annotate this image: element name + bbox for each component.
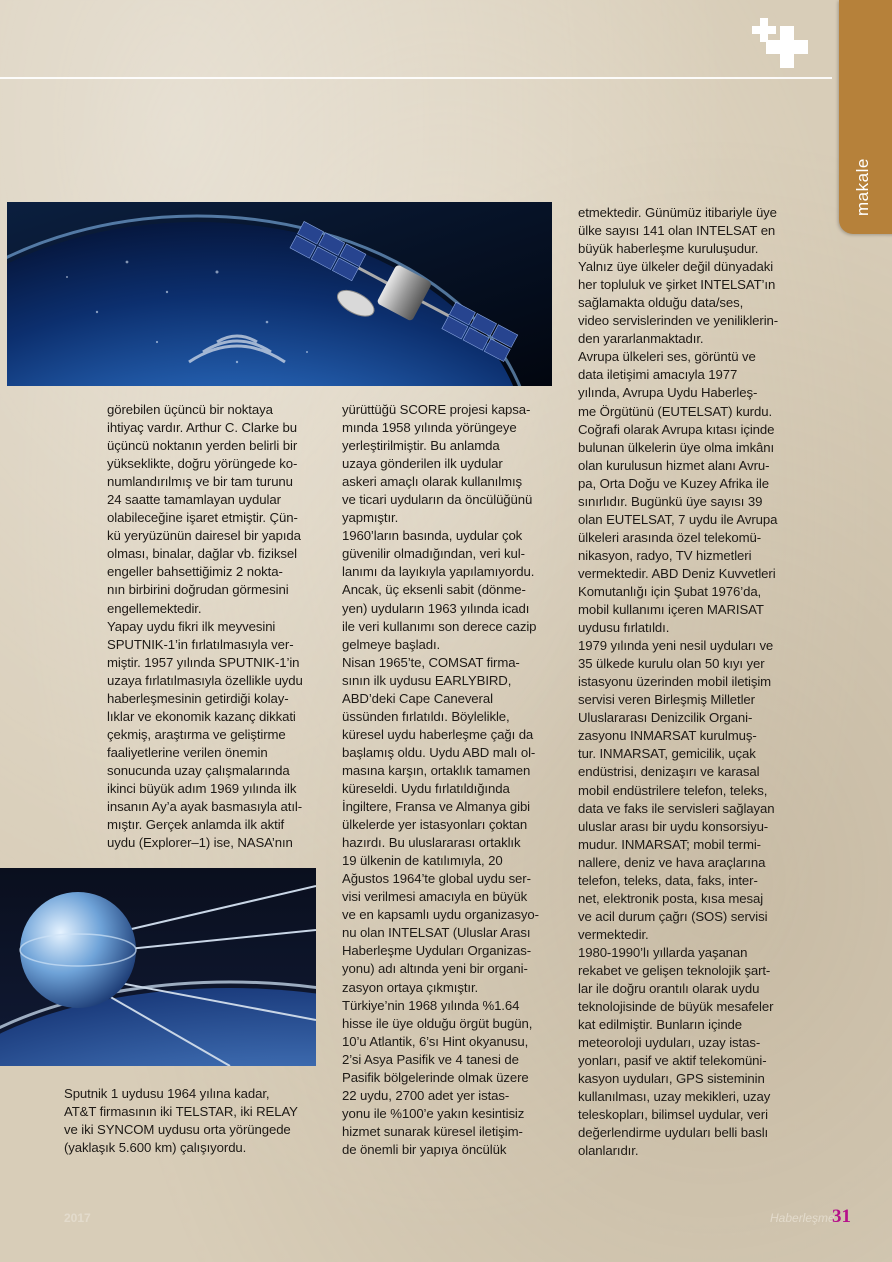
footer-magazine: Haberleşme — [770, 1211, 835, 1225]
double-plus-icon — [752, 18, 814, 70]
header-rule — [0, 77, 832, 79]
section-tab-label: makale — [853, 158, 872, 216]
satellite-over-earth-image — [7, 202, 552, 386]
article-column-1: görebilen üçüncü bir noktaya ihtiyaç vardır. Arthur C. Clarke bu üçüncü noktanın yerden belirli bir yükseklikte, doğru yörüngede ko- numlandırılmış ve bir tam turunu 24 saatte tamamlayan uydular olabileceğine işaret etmiştir. Çün- kü yeryüzünün dairesel bir yapıda olması, binalar, dağlar vb. fiziksel engeller bahsettiğimiz 2 nokta- nın birbirini doğrudan görmesini engellemektedir. Yapay uydu fikri ilk meyvesini SPUTNIK-1’in fırlatılmasıyla ver- miştir. 1957 yılında SPUTNIK-1’in uzaya fırlatılmasıyla özellikle uydu haberleşmesinin getirdiği kolay- lıklar ve ekonomik kazanç dikkati çekmiş, araştırma ve geliştirme faaliyetlerine verilen önemin sonucunda uzay çalışmalarında ikinci büyük adım 1969 yılında ilk insanın Ay’a ayak basmasıyla atıl- mıştır. Gerçek anlamda ilk aktif uydu (Explorer–1) ise, NASA’nın — [107, 402, 303, 851]
article-column-2: yürüttüğü SCORE projesi kapsa- mında 1958 yılında yörüngeye yerleştirilmiştir. Bu anlamda uzaya gönderilen ilk uydular askeri amaçlı olarak kullanılmış ve ticari uyduların da öncülüğünü yapmıştır. 1960’ların basında, uydular çok güvenilir olmadığından, veri kul- lanımı da layıkıyla yapılamıyordu. Ancak, üç eksenli sabit (dönme- yen) uyduların 1963 yılında icadı ile veri kullanımı son derece cazip gelmeye başladı. Nisan 1965’te, COMSAT firma- sının ilk uydusu EARLYBIRD, ABD’deki Cape Caneveral üssünden fırlatıldı. Böylelikle, küresel uydu haberleşme çağı da başlamış oldu. Uydu ABD malı ol- masına karşın, ortaklık tamamen küreseldi. Uydu fırlatıldığında İngiltere, Fransa ve Almanya gibi ülkelerde yer istasyonları çoktan hazırdı. Bu uluslararası ortaklık 19 ülkenin de katılımıyla, 20 Ağustos 1964’te global uydu ser- visi verilmesi amacıyla en büyük ve en kapsamlı uydu organizasyo- nu olan INTELSAT (Uluslar Arası Haberleşme Uyduları Organizas- yonu) adı altında yeni bir organi- zasyon ortaya çıkmıştır. Türkiye’nin 1968 yılında %1.64 hisse ile üye olduğu örgüt bugün, 10’u Atlantik, 6’sı Hint okyanusu, 2’si Asya Pasifik ve 4 tanesi de Pasifik bölgelerinde olmak üzere 22 uydu, 2700 adet yer istas- yonu ile %100’e yakın kesintisiz hizmet sunarak küresel iletişim- de önemli bir yapıya öncülük — [342, 402, 539, 1157]
image-caption: Sputnik 1 uydusu 1964 yılına kadar, AT&T firmasının iki TELSTAR, iki RELAY ve iki SYNCOM uydusu orta yörüngede (yaklaşık 5.600 km) çalışıyordu. — [64, 1086, 298, 1156]
article-column-3: etmektedir. Günümüz itibariyle üye ülke sayısı 141 olan INTELSAT en büyük haberleşme kuruluşudur. Yalnız üye ülkeler değil dünyadaki her topluluk ve şirket INTELSAT’ın sağlamakta olduğu data/ses, video servislerinden ve yeniliklerin- den yararlanmaktadır. Avrupa ülkeleri ses, görüntü ve data iletişimi amacıyla 1977 yılında, Avrupa Uydu Haberleş- me Örgütünü (EUTELSAT) kurdu. Coğrafi olarak Avrupa kıtası içinde bulunan ülkelerin üye olma imkânı olan kurulusun hizmet alanı Avru- pa, Orta Doğu ve Kuzey Afrika ile sınırlıdır. Bugünkü üye sayısı 39 olan EUTELSAT, 7 uydu ile Avrupa ülkeleri arasında özel telekomü- nikasyon, radyo, TV hizmetleri vermektedir. ABD Deniz Kuvvetleri Komutanlığı için Şubat 1976’da, mobil kullanımı içeren MARISAT uydusu fırlatıldı. 1979 yılında yeni nesil uyduları ve 35 ülkede kurulu olan 50 kıyı yer istasyonu üzerinden mobil iletişim servisi veren Birleşmiş Milletler Uluslararası Denizcilik Organi- zasyonu INMARSAT kurulmuş- tur. INMARSAT, gemicilik, uçak endüstrisi, denizaşırı ve karasal mobil endüstrilere telefon, teleks, data ve faks ile servisleri sağlayan uluslar arası bir uydu konsorsiyu- mudur. INMARSAT; mobil termi- nallere, deniz ve hava araçlarına telefon, teleks, data, faks, inter- net, elektronik posta, kısa mesaj ve acil durum çağrı (SOS) servisi vermektedir. 1980-1990’lı yıllarda yaşanan rekabet ve gelişen teknolojik şart- lar ile doğru orantılı olarak uydu teknolojisinde de büyük mesafeler kat edilmiştir. Bunların içinde meteoroloji uyduları, uzay istas- yonları, pasif ve aktif telekomüni- kasyon uyduları, GPS sisteminin kullanılması, uzay mekikleri, uzay teleskopları, bilimsel uydular, veri değerlendirme uyduları belli baslı olanlarıdır. — [578, 205, 779, 1159]
sputnik-over-earth-image — [0, 868, 316, 1066]
page-number: 31 — [832, 1206, 851, 1227]
section-tab — [839, 0, 892, 234]
footer-year: 2017 — [64, 1211, 91, 1225]
